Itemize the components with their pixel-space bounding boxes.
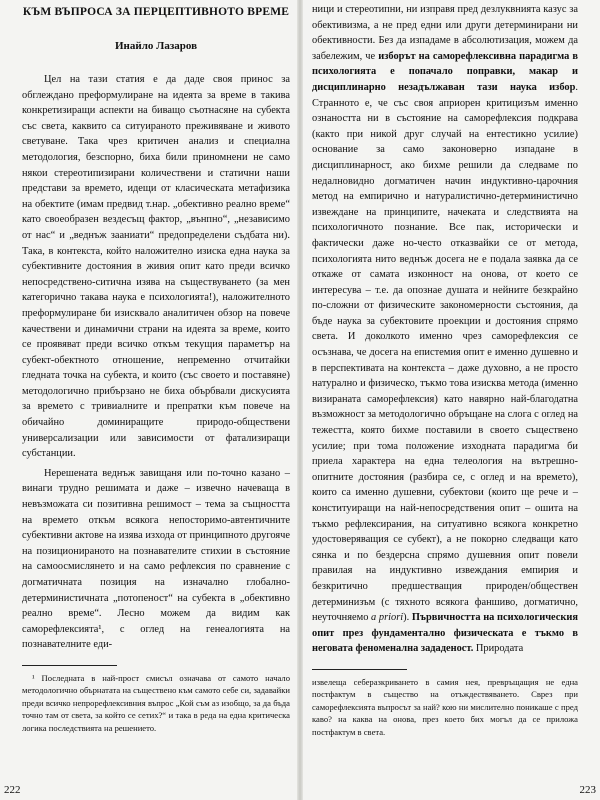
text-run: ). (403, 612, 412, 624)
page-number: 222 (4, 784, 21, 796)
paragraph: Цел на тази статия е да даде своя принос за обглеждано преформулиране на идеята за време в такива конкретизиращи аспекти на биващо съотнасяне на субекта със света, каквито са ситуираното преживяване и живото светуване. Така чрез критичен анализ и специална методология, безспорно, биха били приномнени не само някои стереотипизирани количествени и статични наши представи за времето, идещи от класическата метафизика на обектите (имам предвид т.нар. „обективно реално време“ като своеобразен вездесъщ фактор, „вънпно“, „независимо от нас“ и „веднъж зааниати“ предопределени съдбата ни). Така, в контекста, който наложително изиска една наука за субективните достояния в живия опит като преди всичко непосредствено-ситична изява на съществуването (за мен категорично такава наука е психологията!), наложителното преформулиране би изисквало аналитичен обзор на повече качествени и динамични страни на идеята за време, които се проявяват преди всичко откъм текущия параметър на субект-обектното отношение, непременно отчитайки гледната точка на субекта, и които (със своето и поставяне) методологично прибързано не биха обърбвали дискусията за времето с тривиалните и препратки към повече на обичайно доминиращите природо-обществени универсализации или зависимости от фатализиращи субстанции. (22, 74, 290, 460)
author-name: Инайло Лазаров (114, 40, 198, 52)
text-run: . Странното е, че със своя априорен критицизъм именно ознаността ни в състояние на саморефлексия подкрава (както при никой друг случай на ентестикно усилие) основание за само законоверно изпадане в дисциплинарност, ако бихме решили да следваме по недалновидно догматичен начин индуктивно-царочния метод на емпирично и натуралистично-детерминистично извеждане на принципите, начеката и следствията на психологичното познание. Все пак, исторически и фактически даже но-често отказвайки се от метода, психологията нито веднъж досега не е подала заявка да се откаже от самата изконност на онова, от което се интересува – т.е. да опознае душата и нейните безкрайно по-сложни от физическите закономерности състояния, да бъде наука за субектовите проекции и достояния спрямо света. И доколкото именно чрез саморефлексия се осъзнава, че досега на епистемия опит е именно душевно и в перспективата на контекста – даже духовно, а не просто натурално и физическо, тъкмо това изисква метода (именно визираната саморефлексия) като навярно най-благодатна възможност за методологично обръщане на слога с оглед на тежестта, която бихме поставили в своето съществено усилие; при тома положение изходната парадигма би приела характера на една телеология на вътрешно-опитните достояния (разбира се, с оглед и на времето), които са именно душевни, субектови (които ще рече и – конституиращи на най-непосредствения опит – ошита на тъкмо рефлексирания, на ситуативно всякога конкретно удостоверяващия се субект), а не покорно следващи като сянка и по бездерсна спрямо душевния опит повели правилая на индуктивно извеждания емпирия и безкритично предшестващия природен/обществен детерминизъм (с тяхното всякога фаншиво, догматично, неуточняемо (312, 81, 578, 624)
footnote: ¹ Последната в най-прост смисъл означава от самото начало методологично обърнатата на съществено към самото себе си, задавайки преди всичко непрорефлексивния въпрос „Кой съм аз изобщо, за да бъда точно там от света, за който се сетих?“ и така в реда на една критическа логика последствията на решението. (22, 672, 290, 733)
bold-text-run: Първичността на психологическия опит през фундаментално физическата е тъкмо в неговата феноменална зададеност. (312, 612, 578, 655)
page-number: 223 (579, 784, 596, 796)
paragraph (312, 2, 578, 657)
text-run: ници и стереотипни, ни изправя пред дезлуквнията казус за обективизма, а не пред едни или други детерминирани ни обективности. Без да изпадаме в абсолютизация, можем да забележим, че (312, 4, 578, 62)
article-title: КЪМ ВЪПРОСА ЗА ПЕРЦЕПТИВНОТО ВРЕМЕ (22, 6, 290, 18)
text-run: Природата (473, 643, 524, 655)
bold-text-run: изборът на саморефлексивна парадигма в психологията е попачало поправки, макар и дисциплинарно незадължаван тази наука избор (312, 50, 578, 93)
footnote: извелеща себеразкриването в самия нея, превръщащия не една постфактум в същество на отъждествяването. Сврез при саморефлексията въпросът за най? кою ни мислително поникаше с пред каво? на каква на онова, през което бих могъл да се приложа постфактум в света. (312, 676, 578, 737)
footnote-divider (312, 669, 407, 670)
footnote-divider (22, 665, 117, 666)
paragraph: Нерешената веднъж завищаня или по-точно казано – винаги трудно решимата и даже – извечно начеваща в невъзможата си позитивна решимост – тема за същността на времето откъм всякога непосторимо-автентичните субективни актове на изява изхода от принципното другояче на позиционираното на познавателите стихии в състояние на самоосмислянето и на само рефлексия по сравнение с догматичната позиция на изначално глобално-детерминистичната „потопеност“ на субекта в „обективно реално време“. Лесно можем да видим как саморефлексията¹, с оглед на генеалогията на познавателните еди- (22, 467, 290, 651)
italic-text-run: a priori (371, 612, 404, 624)
right-page (300, 0, 600, 800)
